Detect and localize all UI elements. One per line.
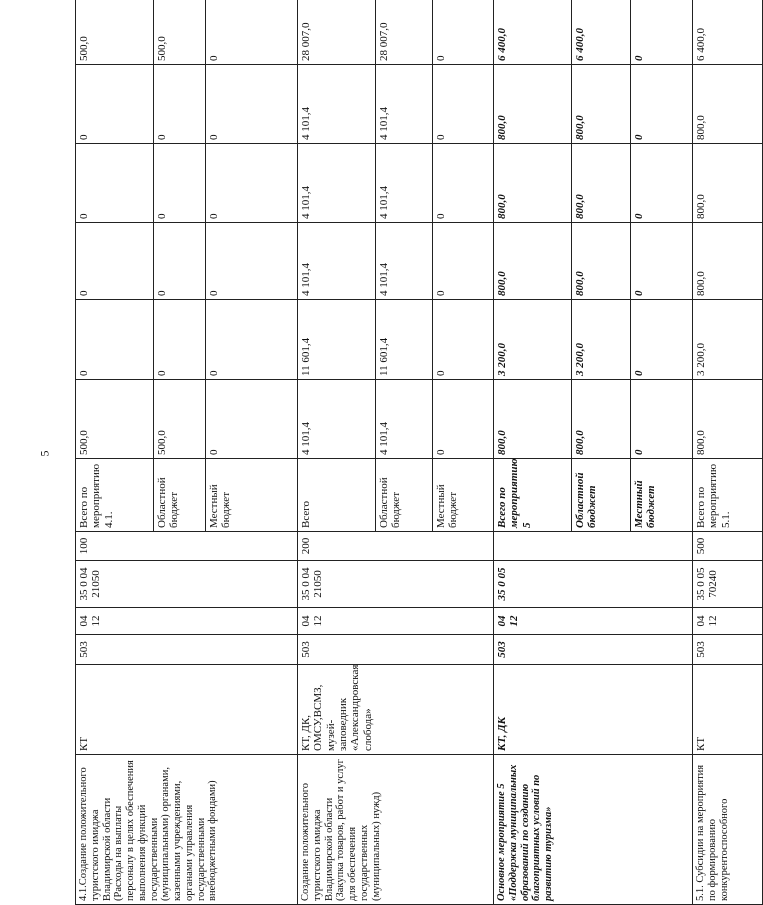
year5-value: 500,0 bbox=[154, 0, 206, 65]
year4-value: 4 101,4 bbox=[298, 65, 376, 144]
executor: КТ bbox=[76, 665, 298, 755]
executor: КТ, ДК bbox=[494, 665, 693, 755]
year5-value: 500,0 bbox=[76, 0, 154, 65]
executor: КТ bbox=[693, 665, 763, 755]
section-code: 04 12 bbox=[693, 608, 763, 635]
year2-value: 800,0 bbox=[494, 223, 572, 300]
row-name: 5.1. Субсидии на мероприятия по формированию конкурентоспособного bbox=[693, 755, 763, 905]
year1-value: 0 bbox=[206, 300, 298, 380]
grbs-code: 503 bbox=[298, 635, 494, 665]
expense-type-code: 200 bbox=[298, 532, 494, 561]
year5-value: 28 007,0 bbox=[298, 0, 376, 65]
grbs-code: 503 bbox=[693, 635, 763, 665]
total-value: 0 bbox=[631, 380, 693, 459]
year1-value: 0 bbox=[433, 300, 494, 380]
target-article-code: 35 0 05 bbox=[494, 561, 693, 608]
funding-source: Местный бюджет bbox=[206, 459, 298, 532]
year2-value: 0 bbox=[154, 223, 206, 300]
year2-value: 0 bbox=[631, 223, 693, 300]
year2-value: 0 bbox=[206, 223, 298, 300]
table-row bbox=[494, 0, 572, 905]
grbs-code: 503 bbox=[76, 635, 298, 665]
page-number: 5 bbox=[37, 450, 52, 457]
section-code: 04 12 bbox=[298, 608, 494, 635]
year4-value: 0 bbox=[76, 65, 154, 144]
funding-source: Областной бюджет bbox=[572, 459, 631, 532]
year5-value: 0 bbox=[433, 0, 494, 65]
year1-value: 11 601,4 bbox=[298, 300, 376, 380]
total-value: 500,0 bbox=[76, 380, 154, 459]
total-value: 800,0 bbox=[572, 380, 631, 459]
year4-value: 0 bbox=[206, 65, 298, 144]
total-value: 0 bbox=[206, 380, 298, 459]
executor: КТ, ДК, ОМСУ,ВСМЗ, музей-заповедник «Александровская слобода» bbox=[298, 665, 494, 755]
year2-value: 800,0 bbox=[693, 223, 763, 300]
funding-source: Всего bbox=[298, 459, 376, 532]
year5-value: 0 bbox=[206, 0, 298, 65]
year2-value: 4 101,4 bbox=[376, 223, 433, 300]
year1-value: 3 200,0 bbox=[494, 300, 572, 380]
target-article-code: 35 0 04 21050 bbox=[76, 561, 298, 608]
year3-value: 0 bbox=[433, 144, 494, 223]
total-value: 800,0 bbox=[494, 380, 572, 459]
funding-source: Всего по мероприятию 5.1. bbox=[693, 459, 763, 532]
year1-value: 0 bbox=[154, 300, 206, 380]
funding-source: Местный бюджет bbox=[433, 459, 494, 532]
table-row bbox=[76, 0, 154, 905]
year1-value: 11 601,4 bbox=[376, 300, 433, 380]
table-row bbox=[693, 0, 763, 905]
grbs-code: 503 bbox=[494, 635, 693, 665]
year3-value: 0 bbox=[76, 144, 154, 223]
table-row bbox=[298, 0, 376, 905]
year2-value: 800,0 bbox=[572, 223, 631, 300]
funding-source: Областной бюджет bbox=[376, 459, 433, 532]
year3-value: 4 101,4 bbox=[376, 144, 433, 223]
total-value: 500,0 bbox=[154, 380, 206, 459]
year4-value: 0 bbox=[433, 65, 494, 144]
year1-value: 0 bbox=[76, 300, 154, 380]
target-article-code: 35 0 04 21050 bbox=[298, 561, 494, 608]
budget-table bbox=[75, 0, 763, 905]
funding-source: Всего по мероприятию 4.1. bbox=[76, 459, 154, 532]
year4-value: 0 bbox=[154, 65, 206, 144]
row-name: 4.1.Создание положительного туристского имиджа Владимирской области (Расходы на выплаты персоналу в целях обеспечения выполнения функций государственными (муниципальными) органами, казенными учреждениями, органами управления государственными внебюджетными фондами) bbox=[76, 755, 298, 905]
year3-value: 0 bbox=[631, 144, 693, 223]
year1-value: 3 200,0 bbox=[572, 300, 631, 380]
year4-value: 800,0 bbox=[693, 65, 763, 144]
year4-value: 800,0 bbox=[572, 65, 631, 144]
year4-value: 0 bbox=[631, 65, 693, 144]
total-value: 800,0 bbox=[693, 380, 763, 459]
year3-value: 4 101,4 bbox=[298, 144, 376, 223]
year1-value: 3 200,0 bbox=[693, 300, 763, 380]
total-value: 4 101,4 bbox=[298, 380, 376, 459]
expense-type-code bbox=[494, 532, 693, 561]
section-code: 04 12 bbox=[494, 608, 693, 635]
section-code: 04 12 bbox=[76, 608, 298, 635]
year3-value: 800,0 bbox=[572, 144, 631, 223]
funding-source: Местный бюджет bbox=[631, 459, 693, 532]
year3-value: 800,0 bbox=[494, 144, 572, 223]
year4-value: 4 101,4 bbox=[376, 65, 433, 144]
year2-value: 0 bbox=[76, 223, 154, 300]
year5-value: 28 007,0 bbox=[376, 0, 433, 65]
table-frame bbox=[75, 2, 732, 905]
expense-type-code: 100 bbox=[76, 532, 298, 561]
expense-type-code: 500 bbox=[693, 532, 763, 561]
year2-value: 0 bbox=[433, 223, 494, 300]
year5-value: 0 bbox=[631, 0, 693, 65]
year4-value: 800,0 bbox=[494, 65, 572, 144]
year5-value: 6 400,0 bbox=[494, 0, 572, 65]
year3-value: 0 bbox=[206, 144, 298, 223]
row-name: Создание положительного туристского имиджа Владимирской области (Закупка товаров, работ и услуг для обеспечения государственных (муниципальных) нужд) bbox=[298, 755, 494, 905]
total-value: 0 bbox=[433, 380, 494, 459]
year3-value: 800,0 bbox=[693, 144, 763, 223]
year2-value: 4 101,4 bbox=[298, 223, 376, 300]
total-value: 4 101,4 bbox=[376, 380, 433, 459]
year3-value: 0 bbox=[154, 144, 206, 223]
year5-value: 6 400,0 bbox=[693, 0, 763, 65]
year1-value: 0 bbox=[631, 300, 693, 380]
year5-value: 6 400,0 bbox=[572, 0, 631, 65]
funding-source: Всего по мероприятию 5 bbox=[494, 459, 572, 532]
row-name: Основное мероприятие 5 «Поддержка муниципальных образований по созданию благоприятных условий по развитию туризма» bbox=[494, 755, 693, 905]
funding-source: Областной бюджет bbox=[154, 459, 206, 532]
target-article-code: 35 0 05 70240 bbox=[693, 561, 763, 608]
